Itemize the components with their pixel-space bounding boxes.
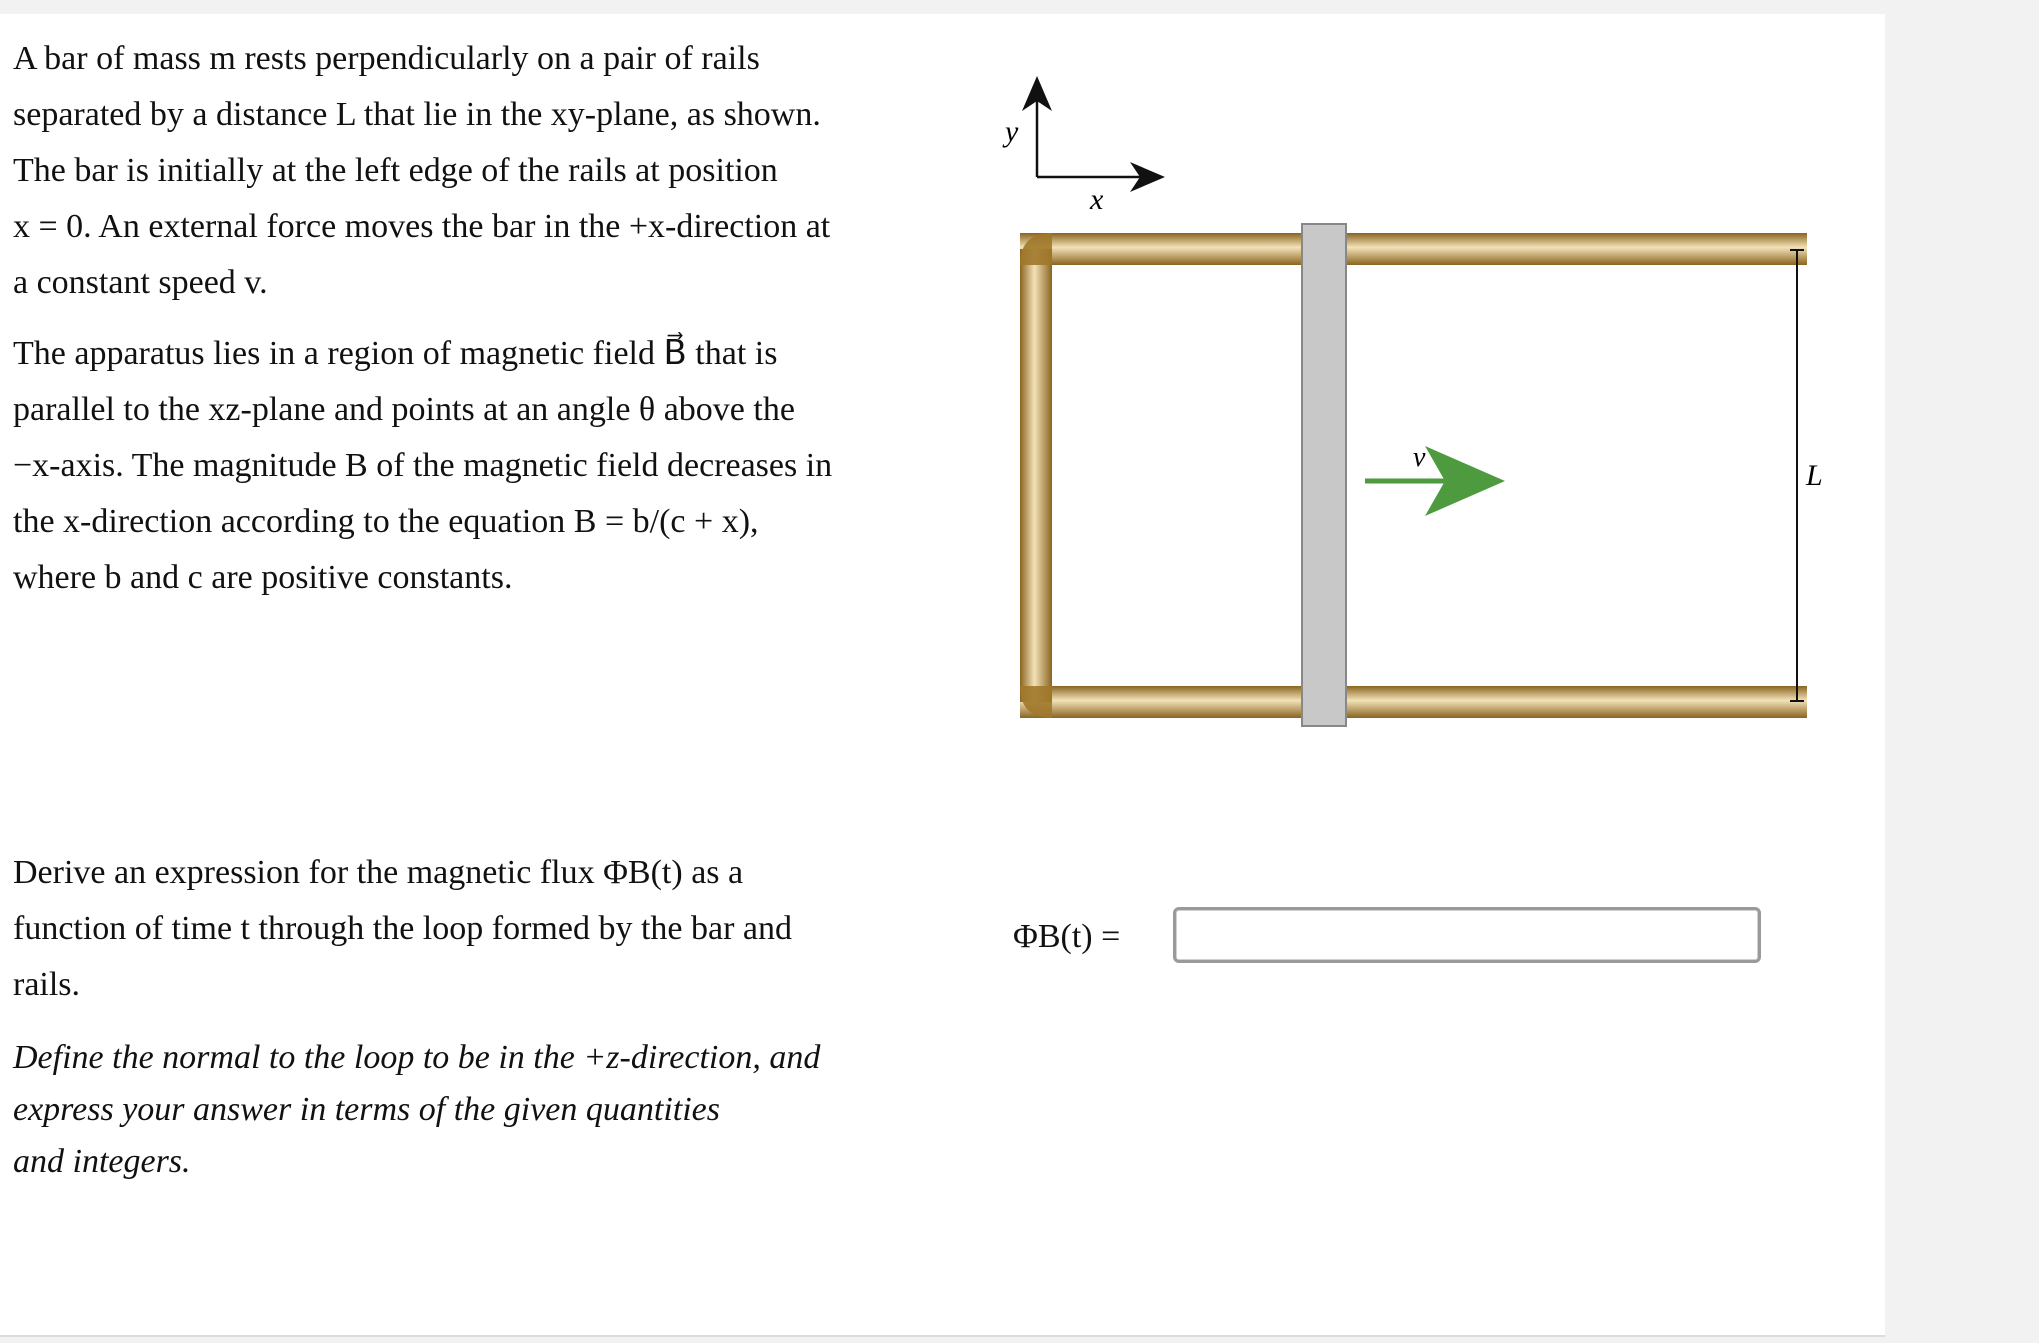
instruction-line: Define the normal to the loop to be in the +z-direction, and (13, 1039, 821, 1076)
coordinate-axes (1002, 81, 1160, 216)
instruction-paragraph (13, 1032, 913, 1188)
field-description (13, 326, 913, 606)
bottom-rail (1020, 686, 1807, 718)
top-rail (1020, 233, 1807, 265)
length-dimension (1790, 250, 1823, 701)
velocity-vector (1365, 442, 1495, 481)
sliding-bar (1302, 224, 1346, 726)
problem-page (0, 14, 1885, 1337)
rails (1020, 233, 1807, 718)
field-line: −x-axis. The magnitude B of the magnetic field decreases in (13, 447, 833, 484)
length-label: L (1806, 459, 1823, 492)
prompt-line: Derive an expression for the magnetic flux ΦB(t) as a (13, 854, 744, 891)
intro-line: A bar of mass m rests perpendicularly on a pair of rails (13, 40, 760, 77)
answer-instructions (13, 1032, 913, 1188)
intro-line: a constant speed v. (13, 264, 268, 301)
flux-answer-label: ΦB(t) = (1013, 918, 1121, 955)
rails-diagram (990, 54, 1860, 744)
instruction-line: and integers. (13, 1143, 191, 1180)
instruction-line: express your answer in terms of the given quantities (13, 1091, 720, 1128)
field-line: parallel to the xz-plane and points at an angle θ above the (13, 391, 795, 428)
field-line: The apparatus lies in a region of magnetic field B⃗ that is (13, 335, 778, 372)
y-axis-label: y (1005, 115, 1019, 148)
prompt-paragraph (13, 845, 913, 1013)
intro-paragraph (13, 31, 913, 311)
field-line: where b and c are positive constants. (13, 559, 513, 596)
prompt-line: rails. (13, 966, 81, 1003)
velocity-label: v⃗ (1413, 442, 1448, 473)
x-axis-label: x (1090, 183, 1104, 216)
question-prompt (13, 845, 913, 1013)
intro-line: x = 0. An external force moves the bar in the +x-direction at (13, 208, 831, 245)
flux-answer-input[interactable] (1173, 907, 1761, 963)
intro-line: separated by a distance L that lie in the xy-plane, as shown. (13, 96, 821, 133)
left-rail (1020, 249, 1052, 702)
field-paragraph (13, 326, 913, 606)
problem-intro (13, 31, 913, 311)
intro-line: The bar is initially at the left edge of the rails at position (13, 152, 778, 189)
prompt-line: function of time t through the loop formed by the bar and (13, 910, 792, 947)
field-line: the x-direction according to the equation B = b/(c + x), (13, 503, 759, 540)
